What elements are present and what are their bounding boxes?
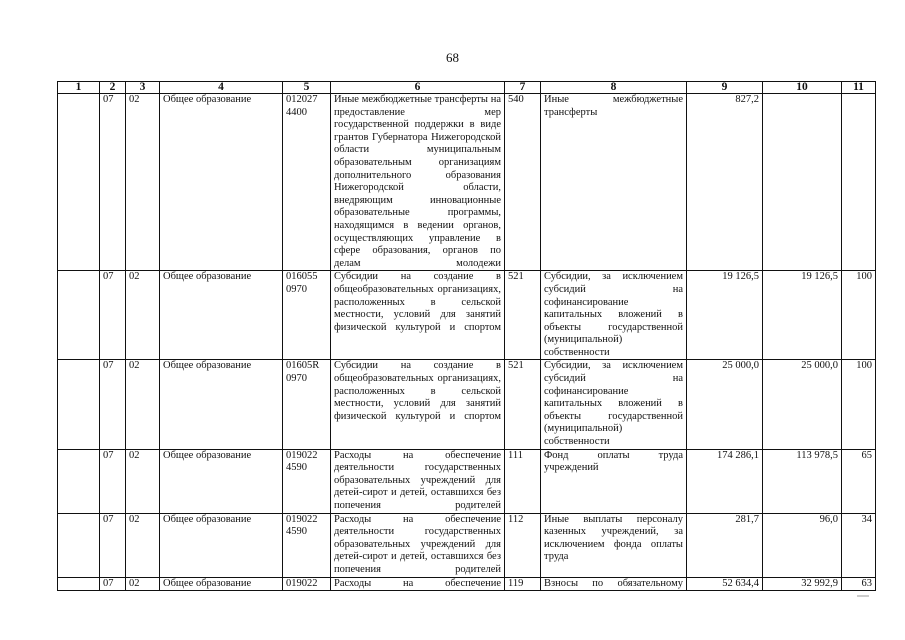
cell-percent: 63 [842,577,876,591]
cell-target-name: Иные межбюджетные трансферты на предоставление мер государственной поддержки в виде грантов Губернатора Нижегородской области муниципальным образовательным организациям дополнительного образования Нижегородской области, внедряющим инновационные образовательные программы, находящимся в ведении органов, осуществляющих управление в сфере образования, органов по делам молодежи [331,94,505,271]
cell-target-name: Субсидии на создание в общеобразовательных организациях, расположенных в сельской местности, условий для занятий физической культурой и спортом [331,271,505,360]
cell-actual: 113 978,5 [763,449,842,513]
cell-expense-code: 112 [505,513,541,577]
table-row [58,94,876,271]
cell-empty [58,513,100,577]
cell-expense-name: Фонд оплаты труда учреждений [541,449,687,513]
column-header: 11 [842,82,876,94]
cell-actual: 19 126,5 [763,271,842,360]
cell-subsection: 02 [126,449,160,513]
cell-subsection: 02 [126,94,160,271]
cell-section: 07 [100,513,126,577]
cell-empty [58,271,100,360]
cell-plan: 52 634,4 [687,577,763,591]
cell-actual [763,94,842,271]
cell-subsection: 02 [126,271,160,360]
cell-expense-name: Субсидии, за исключением субсидий на софинансирование капитальных вложений в объекты государственной (муниципальной) собственности [541,271,687,360]
cell-target-code: 016055 0970 [283,271,331,360]
cell-target-code: 012027 4400 [283,94,331,271]
cell-expense-name: Взносы по обязательному [541,577,687,591]
cell-percent: 34 [842,513,876,577]
header-row [58,82,876,94]
cell-target-code: 019022 4590 [283,513,331,577]
cell-expense-code: 521 [505,271,541,360]
table-row [58,271,876,360]
cell-section-name: Общее образование [160,360,283,449]
table-row [58,577,876,591]
table-row [58,513,876,577]
cell-section: 07 [100,94,126,271]
cell-section-name: Общее образование [160,449,283,513]
column-header: 1 [58,82,100,94]
cell-section: 07 [100,577,126,591]
cell-plan: 827,2 [687,94,763,271]
cell-expense-name: Иные выплаты персоналу казенных учреждений, за исключением фонда оплаты труда [541,513,687,577]
column-header: 3 [126,82,160,94]
cell-expense-code: 521 [505,360,541,449]
column-header: 5 [283,82,331,94]
cell-section: 07 [100,271,126,360]
column-header: 7 [505,82,541,94]
cell-target-code: 019022 [283,577,331,591]
cell-section-name: Общее образование [160,577,283,591]
cell-subsection: 02 [126,360,160,449]
cell-empty [58,577,100,591]
cell-section-name: Общее образование [160,271,283,360]
column-header: 9 [687,82,763,94]
budget-table [57,81,876,591]
cell-target-code: 01605R 0970 [283,360,331,449]
cell-plan: 19 126,5 [687,271,763,360]
column-header: 10 [763,82,842,94]
page-number: 68 [446,50,459,65]
cell-percent [842,94,876,271]
column-header: 4 [160,82,283,94]
cell-empty [58,360,100,449]
cell-subsection: 02 [126,577,160,591]
scan-mark [857,595,869,597]
cell-percent: 100 [842,360,876,449]
cell-plan: 174 286,1 [687,449,763,513]
cell-actual: 32 992,9 [763,577,842,591]
column-header: 8 [541,82,687,94]
cell-percent: 65 [842,449,876,513]
cell-expense-code: 540 [505,94,541,271]
table-row [58,360,876,449]
cell-section-name: Общее образование [160,513,283,577]
cell-actual: 25 000,0 [763,360,842,449]
cell-expense-name: Иные межбюджетные трансферты [541,94,687,271]
cell-target-name: Расходы на обеспечение деятельности государственных образовательных учреждений для детей-сирот и детей, оставшихся без попечения родителей [331,513,505,577]
cell-section: 07 [100,449,126,513]
cell-target-name: Расходы на обеспечение [331,577,505,591]
cell-section: 07 [100,360,126,449]
cell-target-name: Субсидии на создание в общеобразовательных организациях, расположенных в сельской местности, условий для занятий физической культурой и спортом [331,360,505,449]
cell-empty [58,94,100,271]
cell-percent: 100 [842,271,876,360]
table-row [58,449,876,513]
cell-expense-code: 111 [505,449,541,513]
cell-section-name: Общее образование [160,94,283,271]
cell-subsection: 02 [126,513,160,577]
cell-empty [58,449,100,513]
cell-plan: 25 000,0 [687,360,763,449]
cell-expense-code: 119 [505,577,541,591]
cell-expense-name: Субсидии, за исключением субсидий на софинансирование капитальных вложений в объекты государственной (муниципальной) собственности [541,360,687,449]
cell-target-code: 019022 4590 [283,449,331,513]
column-header: 6 [331,82,505,94]
cell-actual: 96,0 [763,513,842,577]
column-header: 2 [100,82,126,94]
cell-plan: 281,7 [687,513,763,577]
cell-target-name: Расходы на обеспечение деятельности государственных образовательных учреждений для детей-сирот и детей, оставшихся без попечения родителей [331,449,505,513]
